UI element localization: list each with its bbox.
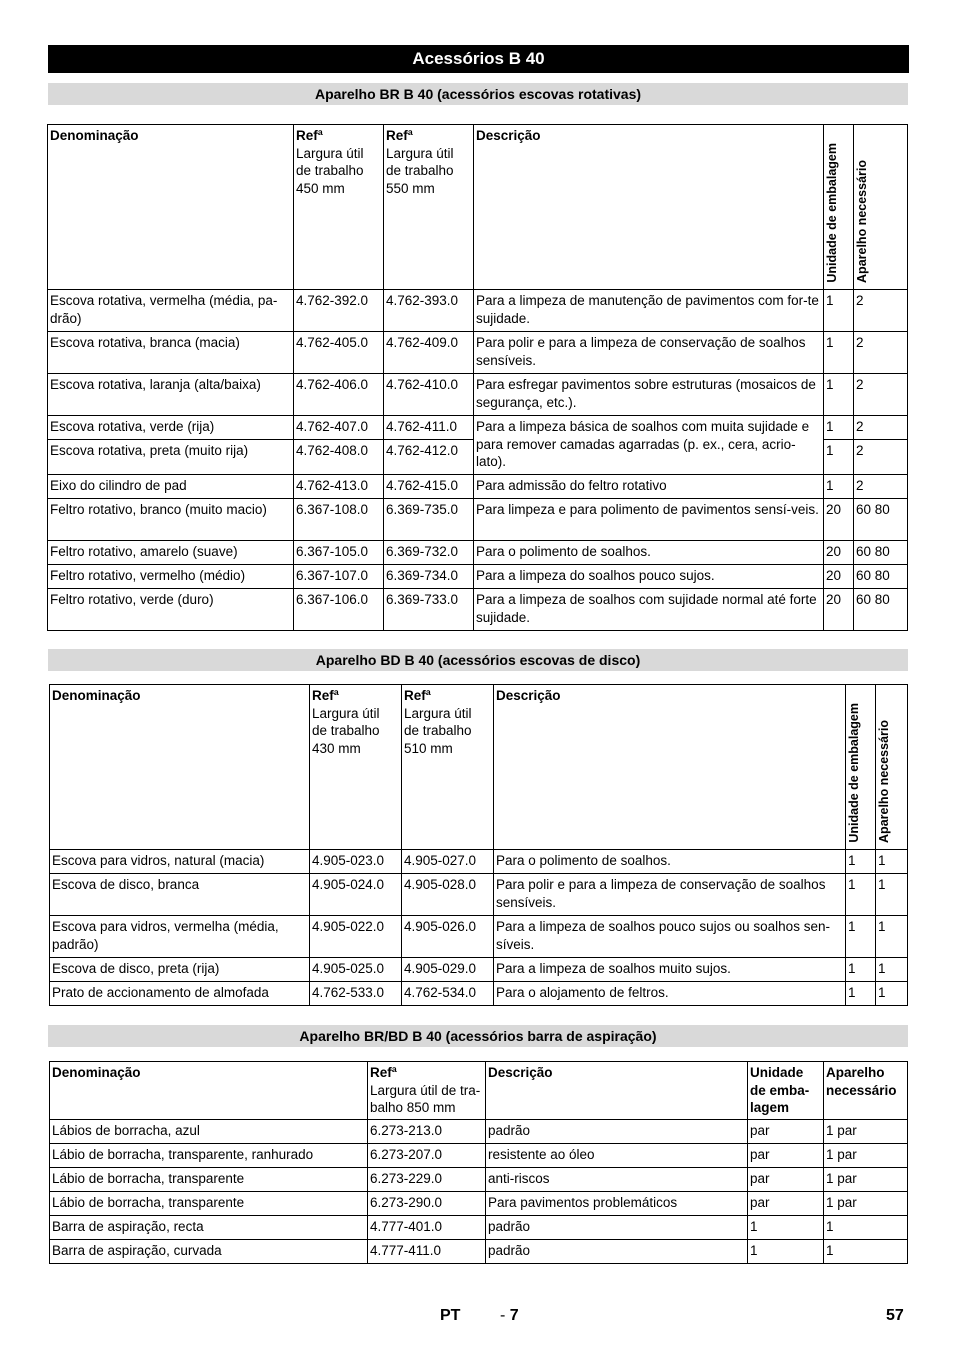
cell-ref2: 4.762-393.0 [384, 290, 474, 332]
cell-unit: par [748, 1120, 824, 1144]
cell-required: 2 [854, 475, 908, 499]
table-row [50, 1216, 908, 1240]
cell-unit: 20 [824, 589, 854, 631]
table-row [48, 374, 908, 416]
table-row [50, 1168, 908, 1192]
col-header-ref2: Refª Largura útil de trabalho 550 mm [384, 125, 474, 290]
cell-required: 1 par [824, 1168, 908, 1192]
cell-unit: 1 [824, 416, 854, 440]
cell-unit: 1 [824, 332, 854, 374]
cell-required: 1 [824, 1240, 908, 1264]
cell-ref1: 4.905-023.0 [310, 850, 402, 874]
table-row [48, 332, 908, 374]
cell-ref1: 4.762-392.0 [294, 290, 384, 332]
cell-name: Escova rotativa, branca (macia) [48, 332, 294, 374]
table-row [50, 1240, 908, 1264]
cell-ref: 4.777-411.0 [368, 1240, 486, 1264]
cell-required: 1 par [824, 1192, 908, 1216]
col-header-required: Aparelho necessário [854, 125, 908, 290]
table-row [48, 499, 908, 541]
cell-ref2: 4.905-028.0 [402, 874, 494, 916]
cell-required: 1 [876, 874, 908, 916]
cell-ref1: 6.367-108.0 [294, 499, 384, 541]
cell-name: Escova para vidros, natural (macia) [50, 850, 310, 874]
col-header-description: Descrição [494, 685, 846, 850]
cell-description: Para limpeza e para polimento de pavimentos sensí-veis. [474, 499, 824, 541]
cell-ref2: 4.905-029.0 [402, 958, 494, 982]
cell-description: padrão [486, 1240, 748, 1264]
cell-description: Para o polimento de soalhos. [494, 850, 846, 874]
cell-ref2: 6.369-735.0 [384, 499, 474, 541]
section-heading-squeegee: Aparelho BR/BD B 40 (acessórios barra de aspiração) [48, 1025, 908, 1047]
cell-description: Para o polimento de soalhos. [474, 541, 824, 565]
cell-ref1: 4.762-406.0 [294, 374, 384, 416]
cell-ref: 6.273-290.0 [368, 1192, 486, 1216]
cell-unit: 1 [846, 916, 876, 958]
table-header-row [48, 125, 908, 290]
br-accessories-table [47, 124, 908, 631]
page-number: 57 [886, 1307, 904, 1324]
cell-name: Escova rotativa, preta (muito rija) [48, 440, 294, 475]
cell-ref2: 6.369-732.0 [384, 541, 474, 565]
cell-unit: 1 [846, 850, 876, 874]
cell-required: 1 [876, 982, 908, 1006]
table-row [50, 916, 908, 958]
cell-description: Para a limpeza básica de soalhos com muita sujidade e para remover camadas agarradas (p. ex., cera, acrio-lato). [474, 416, 824, 475]
cell-description: Para o alojamento de feltros. [494, 982, 846, 1006]
cell-ref: 6.273-213.0 [368, 1120, 486, 1144]
cell-description: Para pavimentos problemáticos [486, 1192, 748, 1216]
col-header-unit: Unidade de emba- lagem [748, 1062, 824, 1120]
table-row [48, 290, 908, 332]
table-row [50, 1144, 908, 1168]
cell-description: Para a limpeza de soalhos pouco sujos ou soalhos sen-síveis. [494, 916, 846, 958]
cell-required: 60 80 [854, 589, 908, 631]
squeegee-accessories-table [49, 1061, 908, 1264]
table-row [48, 541, 908, 565]
page-title: Acessórios B 40 [48, 45, 909, 73]
cell-unit: 1 [824, 475, 854, 499]
cell-name: Escova para vidros, vermelha (média, padrão) [50, 916, 310, 958]
col-header-unit: Unidade de embalagem [824, 125, 854, 290]
cell-ref1: 6.367-106.0 [294, 589, 384, 631]
cell-description: Para esfregar pavimentos sobre estruturas (mosaicos de segurança, etc.). [474, 374, 824, 416]
table-row [50, 1120, 908, 1144]
table-row [50, 850, 908, 874]
cell-name: Eixo do cilindro de pad [48, 475, 294, 499]
cell-required: 1 [824, 1216, 908, 1240]
cell-name: Feltro rotativo, verde (duro) [48, 589, 294, 631]
cell-unit: 1 [846, 982, 876, 1006]
cell-unit: par [748, 1168, 824, 1192]
cell-ref1: 6.367-105.0 [294, 541, 384, 565]
table-row [48, 475, 908, 499]
cell-unit: 20 [824, 541, 854, 565]
cell-required: 1 [876, 958, 908, 982]
cell-description: Para polir e para a limpeza de conservação de soalhos sensíveis. [474, 332, 824, 374]
table-row [50, 874, 908, 916]
col-header-required: Aparelho necessário [876, 685, 908, 850]
cell-unit: 1 [824, 440, 854, 475]
cell-name: Lábios de borracha, azul [50, 1120, 368, 1144]
cell-description: Para polir e para a limpeza de conservação de soalhos sensíveis. [494, 874, 846, 916]
cell-unit: 1 [846, 958, 876, 982]
cell-ref1: 4.762-405.0 [294, 332, 384, 374]
cell-ref2: 4.905-026.0 [402, 916, 494, 958]
cell-name: Escova de disco, preta (rija) [50, 958, 310, 982]
cell-ref2: 4.762-534.0 [402, 982, 494, 1006]
cell-unit: 1 [824, 290, 854, 332]
table-row [50, 1192, 908, 1216]
footer-language: PT [440, 1307, 461, 1324]
cell-description: padrão [486, 1216, 748, 1240]
footer-section-number: 7 [509, 1307, 519, 1324]
bd-accessories-table [49, 684, 908, 1006]
cell-ref1: 6.367-107.0 [294, 565, 384, 589]
col-header-name: Denominação [50, 685, 310, 850]
cell-description: padrão [486, 1120, 748, 1144]
cell-name: Barra de aspiração, curvada [50, 1240, 368, 1264]
table-row [48, 589, 908, 631]
section-heading-bd: Aparelho BD B 40 (acessórios escovas de disco) [48, 649, 908, 671]
cell-ref2: 4.762-409.0 [384, 332, 474, 374]
cell-ref2: 6.369-733.0 [384, 589, 474, 631]
cell-ref2: 4.905-027.0 [402, 850, 494, 874]
cell-required: 1 par [824, 1144, 908, 1168]
cell-required: 1 [876, 916, 908, 958]
table-row [50, 958, 908, 982]
cell-name: Escova rotativa, verde (rija) [48, 416, 294, 440]
cell-name: Feltro rotativo, branco (muito macio) [48, 499, 294, 541]
table-header-row [50, 685, 908, 850]
section-heading-br: Aparelho BR B 40 (acessórios escovas rotativas) [48, 83, 908, 105]
cell-unit: 1 [824, 374, 854, 416]
footer-dash: - [500, 1307, 510, 1324]
col-header-ref2: Refª Largura útil de trabalho 510 mm [402, 685, 494, 850]
col-header-ref: Refª Largura útil de tra- balho 850 mm [368, 1062, 486, 1120]
cell-unit: 20 [824, 499, 854, 541]
table-row [50, 982, 908, 1006]
cell-description: resistente ao óleo [486, 1144, 748, 1168]
col-header-name: Denominação [50, 1062, 368, 1120]
cell-ref2: 4.762-415.0 [384, 475, 474, 499]
cell-name: Feltro rotativo, amarelo (suave) [48, 541, 294, 565]
cell-required: 2 [854, 416, 908, 440]
cell-ref1: 4.905-024.0 [310, 874, 402, 916]
cell-unit: 1 [846, 874, 876, 916]
cell-description: Para a limpeza de soalhos muito sujos. [494, 958, 846, 982]
table-row [48, 565, 908, 589]
cell-required: 60 80 [854, 565, 908, 589]
cell-required: 60 80 [854, 541, 908, 565]
cell-unit: par [748, 1192, 824, 1216]
cell-ref1: 4.905-025.0 [310, 958, 402, 982]
cell-unit: 1 [748, 1216, 824, 1240]
col-header-description: Descrição [474, 125, 824, 290]
cell-ref1: 4.905-022.0 [310, 916, 402, 958]
col-header-ref1: Refª Largura útil de trabalho 450 mm [294, 125, 384, 290]
cell-required: 2 [854, 332, 908, 374]
cell-ref1: 4.762-408.0 [294, 440, 384, 475]
cell-name: Escova rotativa, vermelha (média, pa-drão) [48, 290, 294, 332]
cell-name: Barra de aspiração, recta [50, 1216, 368, 1240]
cell-required: 60 80 [854, 499, 908, 541]
cell-description: Para admissão do feltro rotativo [474, 475, 824, 499]
cell-ref2: 4.762-410.0 [384, 374, 474, 416]
cell-name: Escova de disco, branca [50, 874, 310, 916]
cell-ref1: 4.762-413.0 [294, 475, 384, 499]
col-header-ref1: Refª Largura útil de trabalho 430 mm [310, 685, 402, 850]
cell-required: 2 [854, 374, 908, 416]
cell-ref: 6.273-207.0 [368, 1144, 486, 1168]
cell-unit: par [748, 1144, 824, 1168]
cell-unit: 20 [824, 565, 854, 589]
table-header-row [50, 1062, 908, 1120]
cell-required: 1 [876, 850, 908, 874]
cell-required: 2 [854, 440, 908, 475]
footer-section-page [500, 1307, 519, 1325]
cell-description: Para a limpeza do soalhos pouco sujos. [474, 565, 824, 589]
cell-ref1: 4.762-533.0 [310, 982, 402, 1006]
cell-ref2: 4.762-411.0 [384, 416, 474, 440]
cell-description: Para a limpeza de soalhos com sujidade normal até forte sujidade. [474, 589, 824, 631]
cell-ref1: 4.762-407.0 [294, 416, 384, 440]
cell-name: Prato de accionamento de almofada [50, 982, 310, 1006]
cell-name: Lábio de borracha, transparente, ranhurado [50, 1144, 368, 1168]
cell-name: Lábio de borracha, transparente [50, 1192, 368, 1216]
cell-description: Para a limpeza de manutenção de pavimentos com for-te sujidade. [474, 290, 824, 332]
cell-required: 1 par [824, 1120, 908, 1144]
cell-ref2: 4.762-412.0 [384, 440, 474, 475]
col-header-required: Aparelho necessário [824, 1062, 908, 1120]
cell-description: anti-riscos [486, 1168, 748, 1192]
cell-required: 2 [854, 290, 908, 332]
cell-name: Escova rotativa, laranja (alta/baixa) [48, 374, 294, 416]
cell-name: Feltro rotativo, vermelho (médio) [48, 565, 294, 589]
cell-name: Lábio de borracha, transparente [50, 1168, 368, 1192]
col-header-description: Descrição [486, 1062, 748, 1120]
cell-ref: 6.273-229.0 [368, 1168, 486, 1192]
table-row [48, 416, 908, 440]
col-header-unit: Unidade de embalagem [846, 685, 876, 850]
col-header-name: Denominação [48, 125, 294, 290]
cell-ref: 4.777-401.0 [368, 1216, 486, 1240]
cell-unit: 1 [748, 1240, 824, 1264]
cell-ref2: 6.369-734.0 [384, 565, 474, 589]
